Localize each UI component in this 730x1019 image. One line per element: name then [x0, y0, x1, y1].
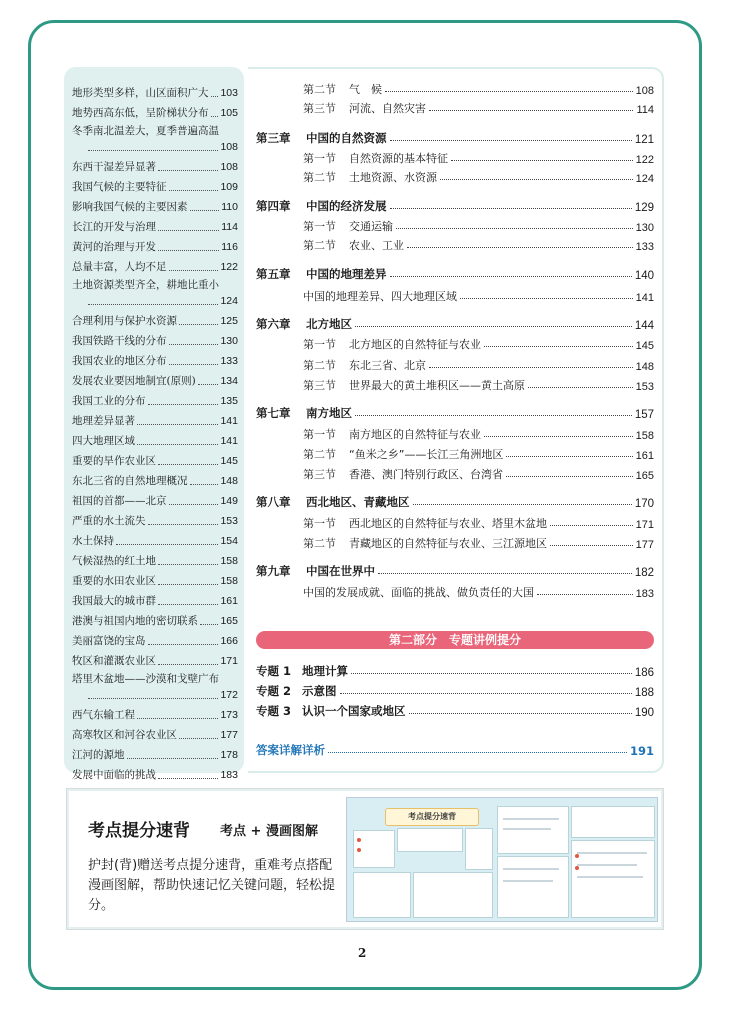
index-item-page: 165	[220, 615, 238, 627]
toc-section[interactable]	[303, 582, 654, 600]
leader-dots	[390, 208, 632, 209]
topic-item[interactable]	[256, 701, 654, 719]
index-item[interactable]	[72, 83, 238, 103]
index-item[interactable]	[72, 177, 238, 197]
leader-dots	[169, 190, 219, 191]
index-item[interactable]	[72, 471, 238, 491]
leader-dots	[137, 444, 218, 445]
index-item-page: 161	[220, 595, 238, 607]
index-item-title: 高寒牧区和河谷农业区	[72, 729, 177, 741]
toc-section[interactable]	[303, 334, 654, 352]
leader-dots	[528, 387, 633, 388]
section-number: 第二节	[303, 537, 336, 550]
section-number: 第一节	[303, 338, 336, 351]
leader-dots	[169, 504, 219, 505]
index-item[interactable]	[72, 705, 238, 725]
index-item-page: 135	[220, 395, 238, 407]
index-item-title: 东西干湿差异显著	[72, 161, 156, 173]
index-item-page: 141	[220, 415, 238, 427]
index-item[interactable]	[72, 217, 238, 237]
index-item[interactable]	[72, 391, 238, 411]
toc-section[interactable]	[303, 216, 654, 234]
section-title: “鱼米之乡”——长江三角洲地区	[349, 448, 504, 461]
topic-number: 专题 2	[256, 684, 292, 698]
section-title: 世界最大的黄土堆积区——黄土高原	[349, 379, 525, 392]
index-item[interactable]	[72, 611, 238, 631]
thumbnail-card	[497, 856, 569, 918]
index-item[interactable]	[72, 491, 238, 511]
toc-chapter[interactable]	[256, 403, 654, 421]
leader-dots	[88, 150, 218, 151]
section-title: 中国的发展成就、面临的挑战、做负责任的大国	[303, 586, 534, 599]
thumbnail-bullet	[575, 866, 579, 870]
chapter-number: 第五章	[256, 267, 291, 281]
chapter-number: 第六章	[256, 317, 291, 331]
thumbnail-line	[577, 876, 643, 878]
section-title: 香港、澳门特别行政区、台湾省	[349, 468, 503, 481]
index-item[interactable]	[72, 451, 238, 471]
index-item[interactable]	[72, 511, 238, 531]
page-number: 2	[358, 946, 367, 960]
leader-dots	[378, 573, 632, 574]
chapter-title: 中国的地理差异	[306, 267, 387, 281]
index-item-title: 港澳与祖国内地的密切联系	[72, 615, 198, 627]
leader-dots	[200, 624, 218, 625]
index-item[interactable]	[72, 551, 238, 571]
index-item-title: 西气东输工程	[72, 709, 135, 721]
index-item[interactable]	[72, 685, 238, 705]
section-title: 东北三省、北京	[349, 359, 426, 372]
index-item-page: 141	[220, 435, 238, 447]
leader-dots	[340, 693, 632, 694]
leader-dots	[484, 436, 633, 437]
section-page: 177	[635, 539, 654, 551]
section-title: 自然资源的基本特征	[349, 152, 448, 165]
leader-dots	[158, 778, 218, 779]
index-item-page: 158	[220, 575, 238, 587]
index-item-page: 134	[220, 375, 238, 387]
index-item[interactable]	[72, 197, 238, 217]
thumbnail-card	[413, 872, 493, 918]
part2-banner: 第二部分 专题讲例提分	[256, 631, 654, 649]
section-page: 145	[635, 340, 654, 352]
section-page: 148	[635, 361, 654, 373]
index-item-page: 154	[220, 535, 238, 547]
toc-section[interactable]	[303, 533, 654, 551]
toc-section[interactable]	[303, 513, 654, 531]
promo-description: 护封(背)赠送考点提分速背，重难考点搭配漫画图解，帮助快速记忆关键问题，轻松提分。	[88, 858, 336, 913]
chapter-page: 121	[634, 134, 654, 146]
toc-chapter[interactable]	[256, 561, 654, 579]
toc-chapter[interactable]	[256, 128, 654, 146]
index-item[interactable]	[72, 237, 238, 257]
section-page: 165	[635, 470, 654, 482]
thumbnail-card	[497, 806, 569, 854]
index-item[interactable]	[72, 411, 238, 431]
leader-dots	[407, 247, 633, 248]
leader-dots	[148, 644, 219, 645]
thumbnail-bullet	[575, 854, 579, 858]
index-item-page: 178	[220, 749, 238, 761]
topic-page: 188	[634, 687, 654, 699]
thumbnail-bullet	[357, 848, 361, 852]
index-item-title: 我国气候的主要特征	[72, 181, 167, 193]
thumbnail-line	[503, 868, 559, 870]
chapter-number: 第九章	[256, 564, 291, 578]
chapter-page: 182	[634, 567, 654, 579]
chapter-title: 中国在世界中	[306, 564, 375, 578]
section-page: 108	[635, 85, 654, 97]
chapter-page: 157	[634, 409, 654, 421]
thumbnail-line	[503, 818, 559, 820]
leader-dots	[158, 250, 219, 251]
topic-item[interactable]	[256, 661, 654, 679]
index-item[interactable]	[72, 311, 238, 331]
section-page: 130	[635, 222, 654, 234]
leader-dots	[158, 564, 218, 565]
leader-dots	[158, 170, 218, 171]
thumbnail-line	[503, 828, 551, 830]
index-item-title: 我国铁路干线的分布	[72, 335, 167, 347]
index-item-title: 发展农业要因地制宜(原则)	[72, 375, 196, 387]
index-item[interactable]	[72, 631, 238, 651]
leader-dots	[409, 713, 632, 714]
section-number: 第二节	[303, 83, 336, 96]
index-item-title: 江河的源地	[72, 749, 125, 761]
index-item[interactable]	[72, 591, 238, 611]
section-number: 第二节	[303, 359, 336, 372]
toc-section[interactable]	[303, 286, 654, 304]
chapter-title: 南方地区	[306, 406, 352, 420]
leader-dots	[169, 344, 219, 345]
chapter-page: 144	[634, 320, 654, 332]
index-item-page: 109	[220, 181, 238, 193]
index-item-page: 149	[220, 495, 238, 507]
leader-dots	[390, 276, 632, 277]
chapter-title: 北方地区	[306, 317, 352, 331]
topic-title: 示意图	[302, 684, 337, 698]
section-page: 133	[635, 241, 654, 253]
leader-dots	[137, 718, 218, 719]
index-item-title: 总量丰富，人均不足	[72, 261, 167, 273]
section-number: 第三节	[303, 468, 336, 481]
section-title: 农业、工业	[349, 239, 404, 252]
chapter-title: 西北地区、青藏地区	[306, 495, 410, 509]
index-item-title: 冬季南北温差大，夏季普遍高温	[72, 125, 219, 137]
leader-dots	[550, 525, 633, 526]
section-number: 第二节	[303, 171, 336, 184]
index-item-page: 158	[220, 555, 238, 567]
index-item-page: 166	[220, 635, 238, 647]
leader-dots	[413, 504, 632, 505]
leader-dots	[550, 545, 633, 546]
index-item-title: 地理差异显著	[72, 415, 135, 427]
index-item-title: 合理利用与保护水资源	[72, 315, 177, 327]
index-item[interactable]	[72, 137, 238, 157]
leader-dots	[116, 544, 218, 545]
leader-dots	[190, 210, 220, 211]
index-item-title: 土地资源类型齐全，耕地比重小	[72, 279, 219, 291]
index-item[interactable]	[72, 257, 238, 277]
index-item[interactable]	[72, 103, 238, 123]
section-title: 南方地区的自然特征与农业	[349, 428, 481, 441]
leader-dots	[198, 384, 219, 385]
index-item-page: 114	[221, 221, 238, 233]
index-item[interactable]	[72, 745, 238, 765]
promo-title: 考点提分速背	[88, 821, 190, 841]
chapter-page: 129	[634, 202, 654, 214]
index-item-title: 黄河的治理与开发	[72, 241, 156, 253]
leader-dots	[355, 415, 632, 416]
index-item-page: 124	[220, 295, 238, 307]
left-index-panel	[64, 67, 244, 781]
section-title: 中国的地理差异、四大地理区域	[303, 290, 457, 303]
leader-dots	[460, 298, 633, 299]
chapter-title: 中国的自然资源	[306, 131, 387, 145]
index-item-title: 发展中面临的挑战	[72, 769, 156, 781]
thumbnail-card	[353, 872, 411, 918]
index-item-page: 108	[220, 161, 238, 173]
section-number: 第二节	[303, 448, 336, 461]
index-item-title: 影响我国气候的主要因素	[72, 201, 188, 213]
index-item-title: 地形类型多样，山区面积广大	[72, 87, 209, 99]
section-title: 青藏地区的自然特征与农业、三江源地区	[349, 537, 547, 550]
chapter-number: 第八章	[256, 495, 291, 509]
leader-dots	[179, 324, 218, 325]
left-index-list	[72, 83, 238, 785]
index-item[interactable]	[72, 571, 238, 591]
index-item-page: 108	[220, 141, 238, 153]
section-page: 171	[635, 519, 654, 531]
section-number: 第一节	[303, 220, 336, 233]
index-item[interactable]	[72, 371, 238, 391]
chapter-number: 第七章	[256, 406, 291, 420]
index-item-page: 105	[220, 107, 238, 119]
index-item-title: 祖国的首都——北京	[72, 495, 167, 507]
leader-dots	[88, 698, 218, 699]
leader-dots	[169, 364, 219, 365]
toc-section[interactable]	[303, 235, 654, 253]
index-item-title: 四大地理区域	[72, 435, 135, 447]
leader-dots	[158, 464, 218, 465]
index-item-page: 177	[220, 729, 238, 741]
topic-page: 190	[634, 707, 654, 719]
section-title: 北方地区的自然特征与农业	[349, 338, 481, 351]
chapter-title: 中国的经济发展	[306, 199, 387, 213]
chapter-number: 第三章	[256, 131, 291, 145]
toc-section[interactable]	[303, 98, 654, 116]
index-item-page: 171	[220, 655, 238, 667]
toc-chapter[interactable]	[256, 264, 654, 282]
section-number: 第三节	[303, 102, 336, 115]
leader-dots	[158, 604, 218, 605]
index-item-title: 水土保持	[72, 535, 114, 547]
leader-dots	[158, 230, 219, 231]
toc-section[interactable]	[303, 355, 654, 373]
leader-dots	[484, 346, 633, 347]
section-title: 土地资源、水资源	[349, 171, 437, 184]
index-item-page: 153	[220, 515, 238, 527]
leader-dots	[190, 484, 219, 485]
index-item-page: 130	[220, 335, 238, 347]
toc-section[interactable]	[303, 375, 654, 393]
index-item-title: 地势西高东低，呈阶梯状分布	[72, 107, 209, 119]
thumbnail-card	[397, 828, 463, 852]
toc-section[interactable]	[303, 167, 654, 185]
index-item-title: 气候湿热的红土地	[72, 555, 156, 567]
answers-page: 191	[629, 744, 654, 758]
index-item-title: 我国最大的城市群	[72, 595, 156, 607]
chapter-page: 140	[634, 270, 654, 282]
promo-thumbnail-image	[346, 797, 658, 922]
index-item-title: 长江的开发与治理	[72, 221, 156, 233]
index-item-title: 重要的旱作农业区	[72, 455, 156, 467]
index-item-page: 110	[221, 201, 238, 213]
leader-dots	[328, 752, 627, 753]
section-page: 124	[635, 173, 654, 185]
thumbnail-title: 考点提分速背	[385, 808, 479, 826]
index-item-title: 塔里木盆地——沙漠和戈壁广布	[72, 673, 219, 685]
topic-number: 专题 3	[256, 704, 292, 718]
thumbnail-card	[571, 806, 655, 838]
chapter-number: 第四章	[256, 199, 291, 213]
section-title: 气 候	[349, 83, 382, 96]
toc-chapter[interactable]	[256, 314, 654, 332]
section-page: 183	[635, 588, 654, 600]
topic-item[interactable]	[256, 681, 654, 699]
chapter-page: 170	[634, 498, 654, 510]
thumbnail-bullet	[357, 838, 361, 842]
index-item[interactable]	[72, 431, 238, 451]
index-item-title: 东北三省的自然地理概况	[72, 475, 188, 487]
index-item-title: 严重的水土流失	[72, 515, 146, 527]
toc-section[interactable]	[303, 79, 654, 97]
leader-dots	[351, 673, 632, 674]
leader-dots	[158, 664, 218, 665]
section-number: 第一节	[303, 152, 336, 165]
index-item-page: 173	[220, 709, 238, 721]
toc-chapter[interactable]	[256, 196, 654, 214]
index-item-title: 重要的水田农业区	[72, 575, 156, 587]
leader-dots	[355, 326, 632, 327]
leader-dots	[88, 304, 218, 305]
topic-title: 认识一个国家或地区	[302, 704, 406, 718]
index-item-page: 116	[221, 241, 238, 253]
leader-dots	[506, 456, 632, 457]
index-item[interactable]	[72, 531, 238, 551]
thumbnail-line	[503, 880, 553, 882]
toc-chapter[interactable]	[256, 492, 654, 510]
answers-entry[interactable]	[256, 740, 654, 758]
index-item-page: 148	[220, 475, 238, 487]
index-item[interactable]	[72, 351, 238, 371]
section-title: 交通运输	[349, 220, 393, 233]
leader-dots	[169, 270, 219, 271]
leader-dots	[429, 367, 633, 368]
section-page: 161	[635, 450, 654, 462]
index-item-title: 美丽富饶的宝岛	[72, 635, 146, 647]
section-number: 第一节	[303, 517, 336, 530]
leader-dots	[537, 594, 633, 595]
thumbnail-line	[577, 852, 647, 854]
leader-dots	[148, 524, 219, 525]
index-item-page: 183	[220, 769, 238, 781]
section-number: 第三节	[303, 379, 336, 392]
leader-dots	[211, 96, 219, 97]
leader-dots	[396, 228, 633, 229]
index-item[interactable]	[72, 765, 238, 785]
index-item-title: 牧区和灌溉农业区	[72, 655, 156, 667]
index-item[interactable]	[72, 291, 238, 311]
leader-dots	[179, 738, 218, 739]
section-page: 158	[635, 430, 654, 442]
toc-section[interactable]	[303, 444, 654, 462]
index-item[interactable]	[72, 331, 238, 351]
leader-dots	[211, 116, 219, 117]
index-item[interactable]	[72, 651, 238, 671]
index-item-page: 133	[220, 355, 238, 367]
leader-dots	[440, 179, 633, 180]
leader-dots	[451, 160, 633, 161]
index-item-title: 我国工业的分布	[72, 395, 146, 407]
section-page: 114	[636, 104, 654, 116]
thumbnail-card	[465, 828, 493, 870]
leader-dots	[390, 140, 632, 141]
index-item-page: 145	[220, 455, 238, 467]
leader-dots	[506, 476, 633, 477]
topic-number: 专题 1	[256, 664, 292, 678]
leader-dots	[127, 758, 219, 759]
leader-dots	[429, 110, 633, 111]
section-page: 153	[635, 381, 654, 393]
answers-title: 答案详解详析	[256, 743, 325, 757]
section-number: 第一节	[303, 428, 336, 441]
section-title: 西北地区的自然特征与农业、塔里木盆地	[349, 517, 547, 530]
leader-dots	[158, 584, 218, 585]
section-page: 122	[635, 154, 654, 166]
index-item-page: 103	[220, 87, 238, 99]
leader-dots	[148, 404, 219, 405]
topic-page: 186	[634, 667, 654, 679]
toc-section[interactable]	[303, 464, 654, 482]
leader-dots	[385, 91, 633, 92]
thumbnail-line	[577, 864, 637, 866]
leader-dots	[137, 424, 218, 425]
index-item[interactable]	[72, 157, 238, 177]
section-number: 第二节	[303, 239, 336, 252]
section-page: 141	[635, 292, 654, 304]
index-item[interactable]	[72, 725, 238, 745]
promo-subtitle: 考点 + 漫画图解	[220, 824, 318, 839]
topic-title: 地理计算	[302, 664, 348, 678]
index-item-page: 172	[220, 689, 238, 701]
index-item-page: 125	[220, 315, 238, 327]
toc-section[interactable]	[303, 148, 654, 166]
toc-section[interactable]	[303, 424, 654, 442]
section-title: 河流、自然灾害	[349, 102, 426, 115]
index-item-title: 我国农业的地区分布	[72, 355, 167, 367]
index-item-page: 122	[220, 261, 238, 273]
